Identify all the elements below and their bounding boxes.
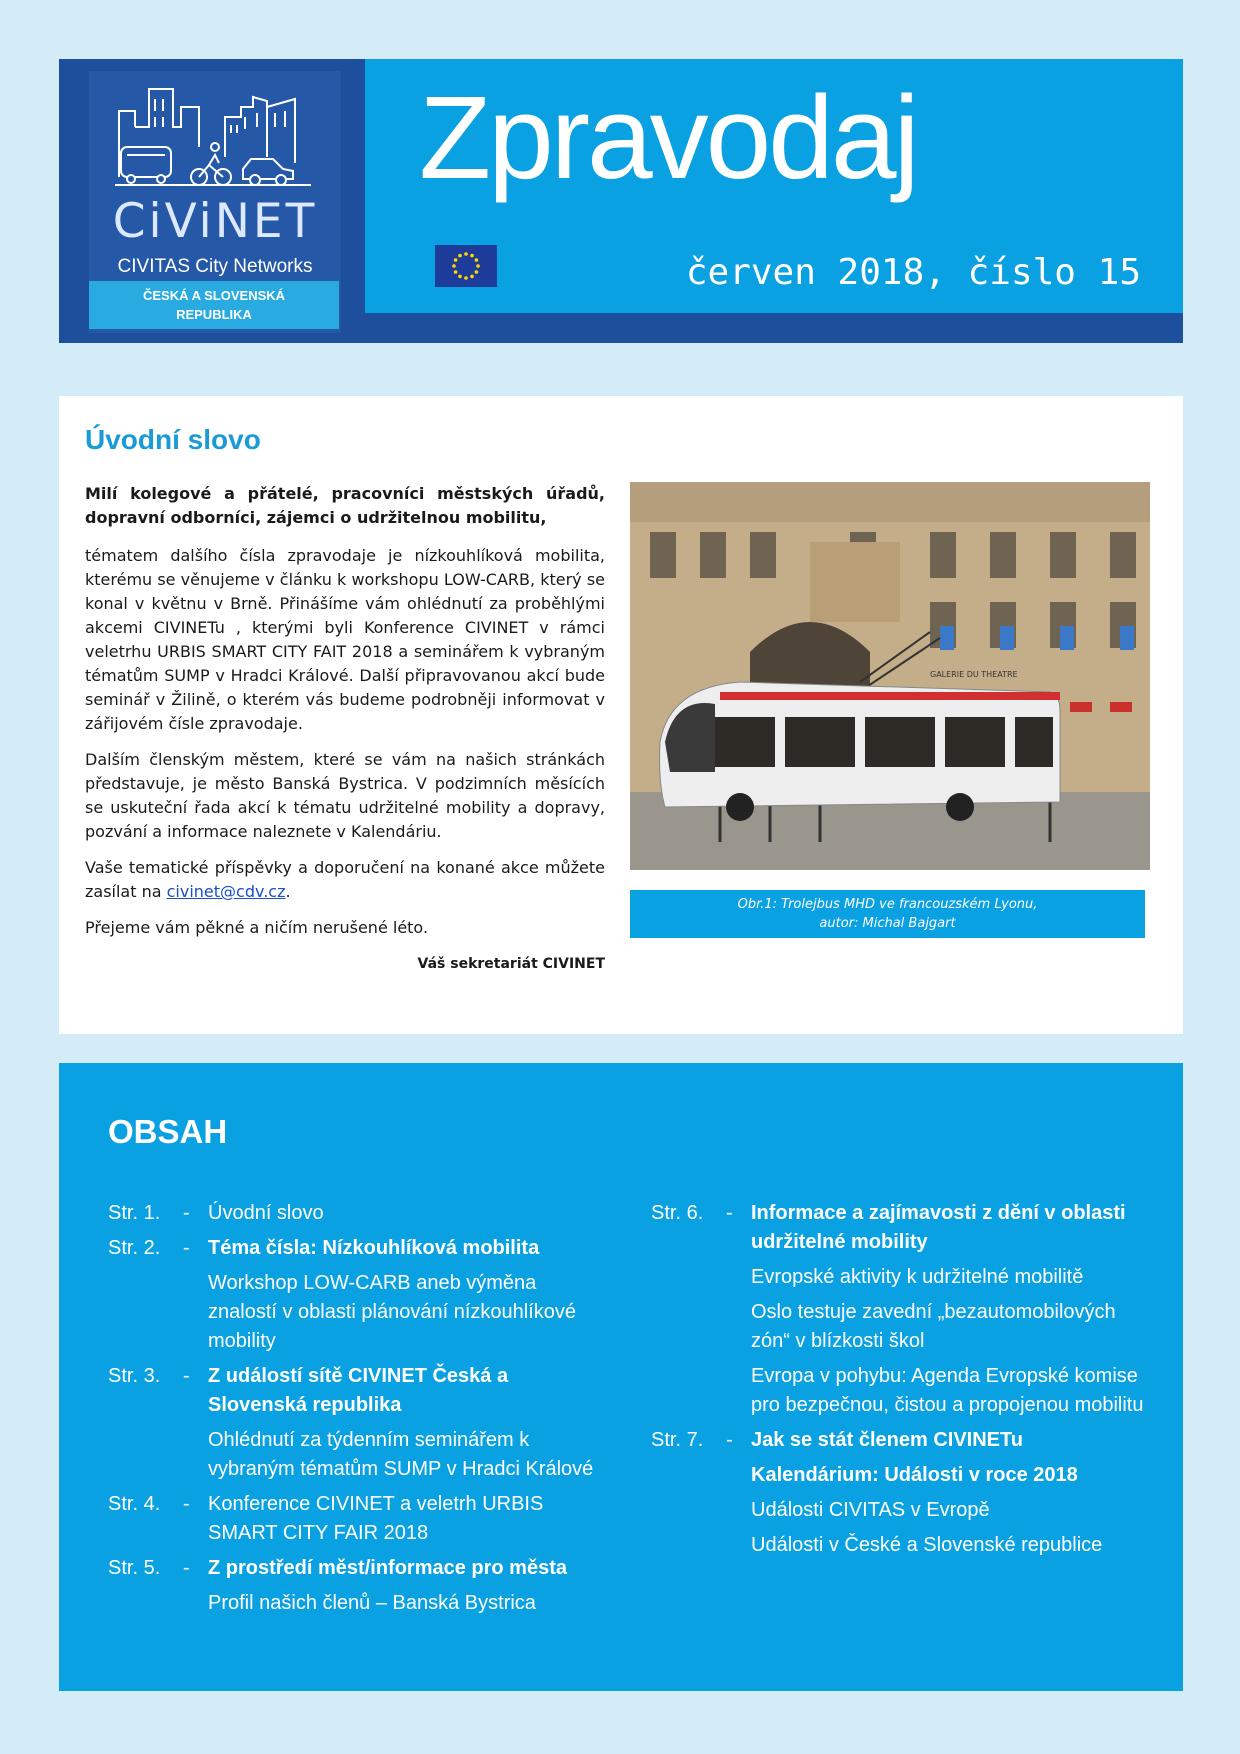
toc-dash: - [726,1429,733,1451]
car-icon [243,159,293,185]
toc-title: Jak se stát členem CIVINETu [751,1429,1023,1451]
toc-left-column [108,1199,608,1624]
intro-paragraph-1: tématem dalšího čísla zpravodaje je nízkouhlíková mobilita, kterému se věnujeme v článku k workshopu LOW-CARB, který se konal v květnu v Brně. Přinášíme vám ohlédnutí za proběhlými akcemi CIVINETu , kterými byli Konference CIVINET v rámci veletrhu URBIS SMART CITY FAIT 2018 a seminářem k vybraným tématům SUMP v Hradci Králové. Další připravovanou akcí bude seminář v Žilině, o kterém vás budeme podrobněji informovat v zářijovém čísle zpravodaje. [85,546,605,733]
toc-entry[interactable] [651,1426,1151,1455]
region-badge [89,281,339,329]
toc-subentry[interactable]: Workshop LOW-CARB aneb výměna znalostí v oblasti plánování nízkouhlíkové mobility [208,1272,576,1352]
intro-paragraph-3 [85,856,605,904]
toc-dash: - [183,1202,190,1224]
toc-dash: - [183,1365,190,1387]
toc-entry[interactable] [108,1554,608,1583]
toc-title: Z prostředí měst/informace pro města [208,1557,567,1579]
toc-page: Str. 7. [651,1429,704,1451]
paragraph-3-text: Vaše tematické příspěvky a doporučení na konané akce můžete zasílat na [85,858,605,901]
toc-subentry[interactable]: Oslo testuje zavední „bezautomobilových zón“ v blízkosti škol [751,1301,1116,1352]
contents-section [59,1063,1183,1691]
toc-title: Úvodní slovo [208,1202,324,1224]
contents-heading: OBSAH [108,1113,228,1150]
toc-dash: - [726,1202,733,1224]
toc-subentry[interactable]: Profil našich členů – Banská Bystrica [208,1592,536,1614]
email-link[interactable]: civinet@cdv.cz [166,882,286,901]
caption-line-1: Obr.1: Trolejbus MHD ve francouzském Lyonu, [737,897,1038,912]
signature: Váš sekretariát CIVINET [417,956,605,972]
newsletter-title: Zpravodaj [419,72,917,204]
intro-paragraph-2: Dalším členským městem, které se vám na našich stránkách představuje, je město Banská Bystrica. V podzimních měsících se uskuteční řada akcí k tématu udržitelné mobility a dopravy, pozvání a informace naleznete v Kalendáriu. [85,750,605,841]
region-line-2: REPUBLIKA [176,307,252,322]
title-panel [365,59,1183,313]
toc-entry[interactable] [108,1362,608,1420]
toc-page: Str. 1. [108,1202,161,1224]
logo-panel [59,59,365,343]
bus-icon [121,147,171,183]
toc-page: Str. 4. [108,1493,161,1515]
toc-right-column [651,1199,1151,1566]
logo-wordmark: CiViNET [112,194,318,249]
toc-subentry[interactable]: Události v České a Slovenské republice [751,1534,1103,1556]
toc-dash: - [183,1557,190,1579]
intro-heading: Úvodní slovo [85,424,261,455]
photo-caption [630,890,1145,938]
intro-greeting: Milí kolegové a přátelé, pracovníci městských úřadů, dopravní odborníci, zájemci o udržitelnou mobilitu, [85,484,605,527]
caption-line-2: autor: Michal Bajgart [819,916,956,931]
region-line-1: ČESKÁ A SLOVENSKÁ [142,288,286,303]
toc-dash: - [183,1237,190,1259]
toc-subentry[interactable]: Evropa v pohybu: Agenda Evropské komise pro bezpečnou, čistou a propojenou mobilitu [751,1365,1144,1416]
header-bottom-bar [365,313,1183,343]
toc-title: Z událostí sítě CIVINET Česká a Slovenská republika [208,1365,509,1416]
logo-tagline: CIVITAS City Networks [117,256,313,277]
city-skyline-icon [115,77,315,197]
paragraph-3-end: . [285,882,291,901]
toc-entry[interactable] [108,1490,608,1548]
newsletter-header [59,59,1183,343]
intro-section [59,396,1183,1034]
eu-flag-icon [435,245,497,287]
bus-sign: GALERIE DU THEATRE [930,670,1018,679]
intro-text [85,482,605,988]
toc-page: Str. 5. [108,1557,161,1579]
toc-subentry[interactable]: Kalendárium: Události v roce 2018 [751,1464,1078,1486]
issue-date: červen 2018, číslo 15 [685,252,1141,293]
trolleybus-photo [630,482,1150,870]
toc-title: Konference CIVINET a veletrh URBIS SMART CITY FAIR 2018 [208,1493,544,1544]
toc-entry[interactable] [108,1234,608,1263]
toc-entry[interactable] [651,1199,1151,1257]
toc-page: Str. 3. [108,1365,161,1387]
toc-dash: - [183,1493,190,1515]
toc-subentry[interactable]: Události CIVITAS v Evropě [751,1499,990,1521]
toc-title: Informace a zajímavosti z dění v oblasti udržitelné mobility [751,1202,1126,1253]
toc-page: Str. 6. [651,1202,704,1224]
intro-paragraph-4: Přejeme vám pěkné a ničím nerušené léto. [85,918,429,937]
toc-entry[interactable] [108,1199,608,1228]
toc-page: Str. 2. [108,1237,161,1259]
toc-title: Téma čísla: Nízkouhlíková mobilita [208,1237,540,1259]
toc-subentry[interactable]: Evropské aktivity k udržitelné mobilitě [751,1266,1084,1288]
toc-subentry[interactable]: Ohlédnutí za týdenním seminářem k vybraným tématům SUMP v Hradci Králové [208,1429,594,1480]
